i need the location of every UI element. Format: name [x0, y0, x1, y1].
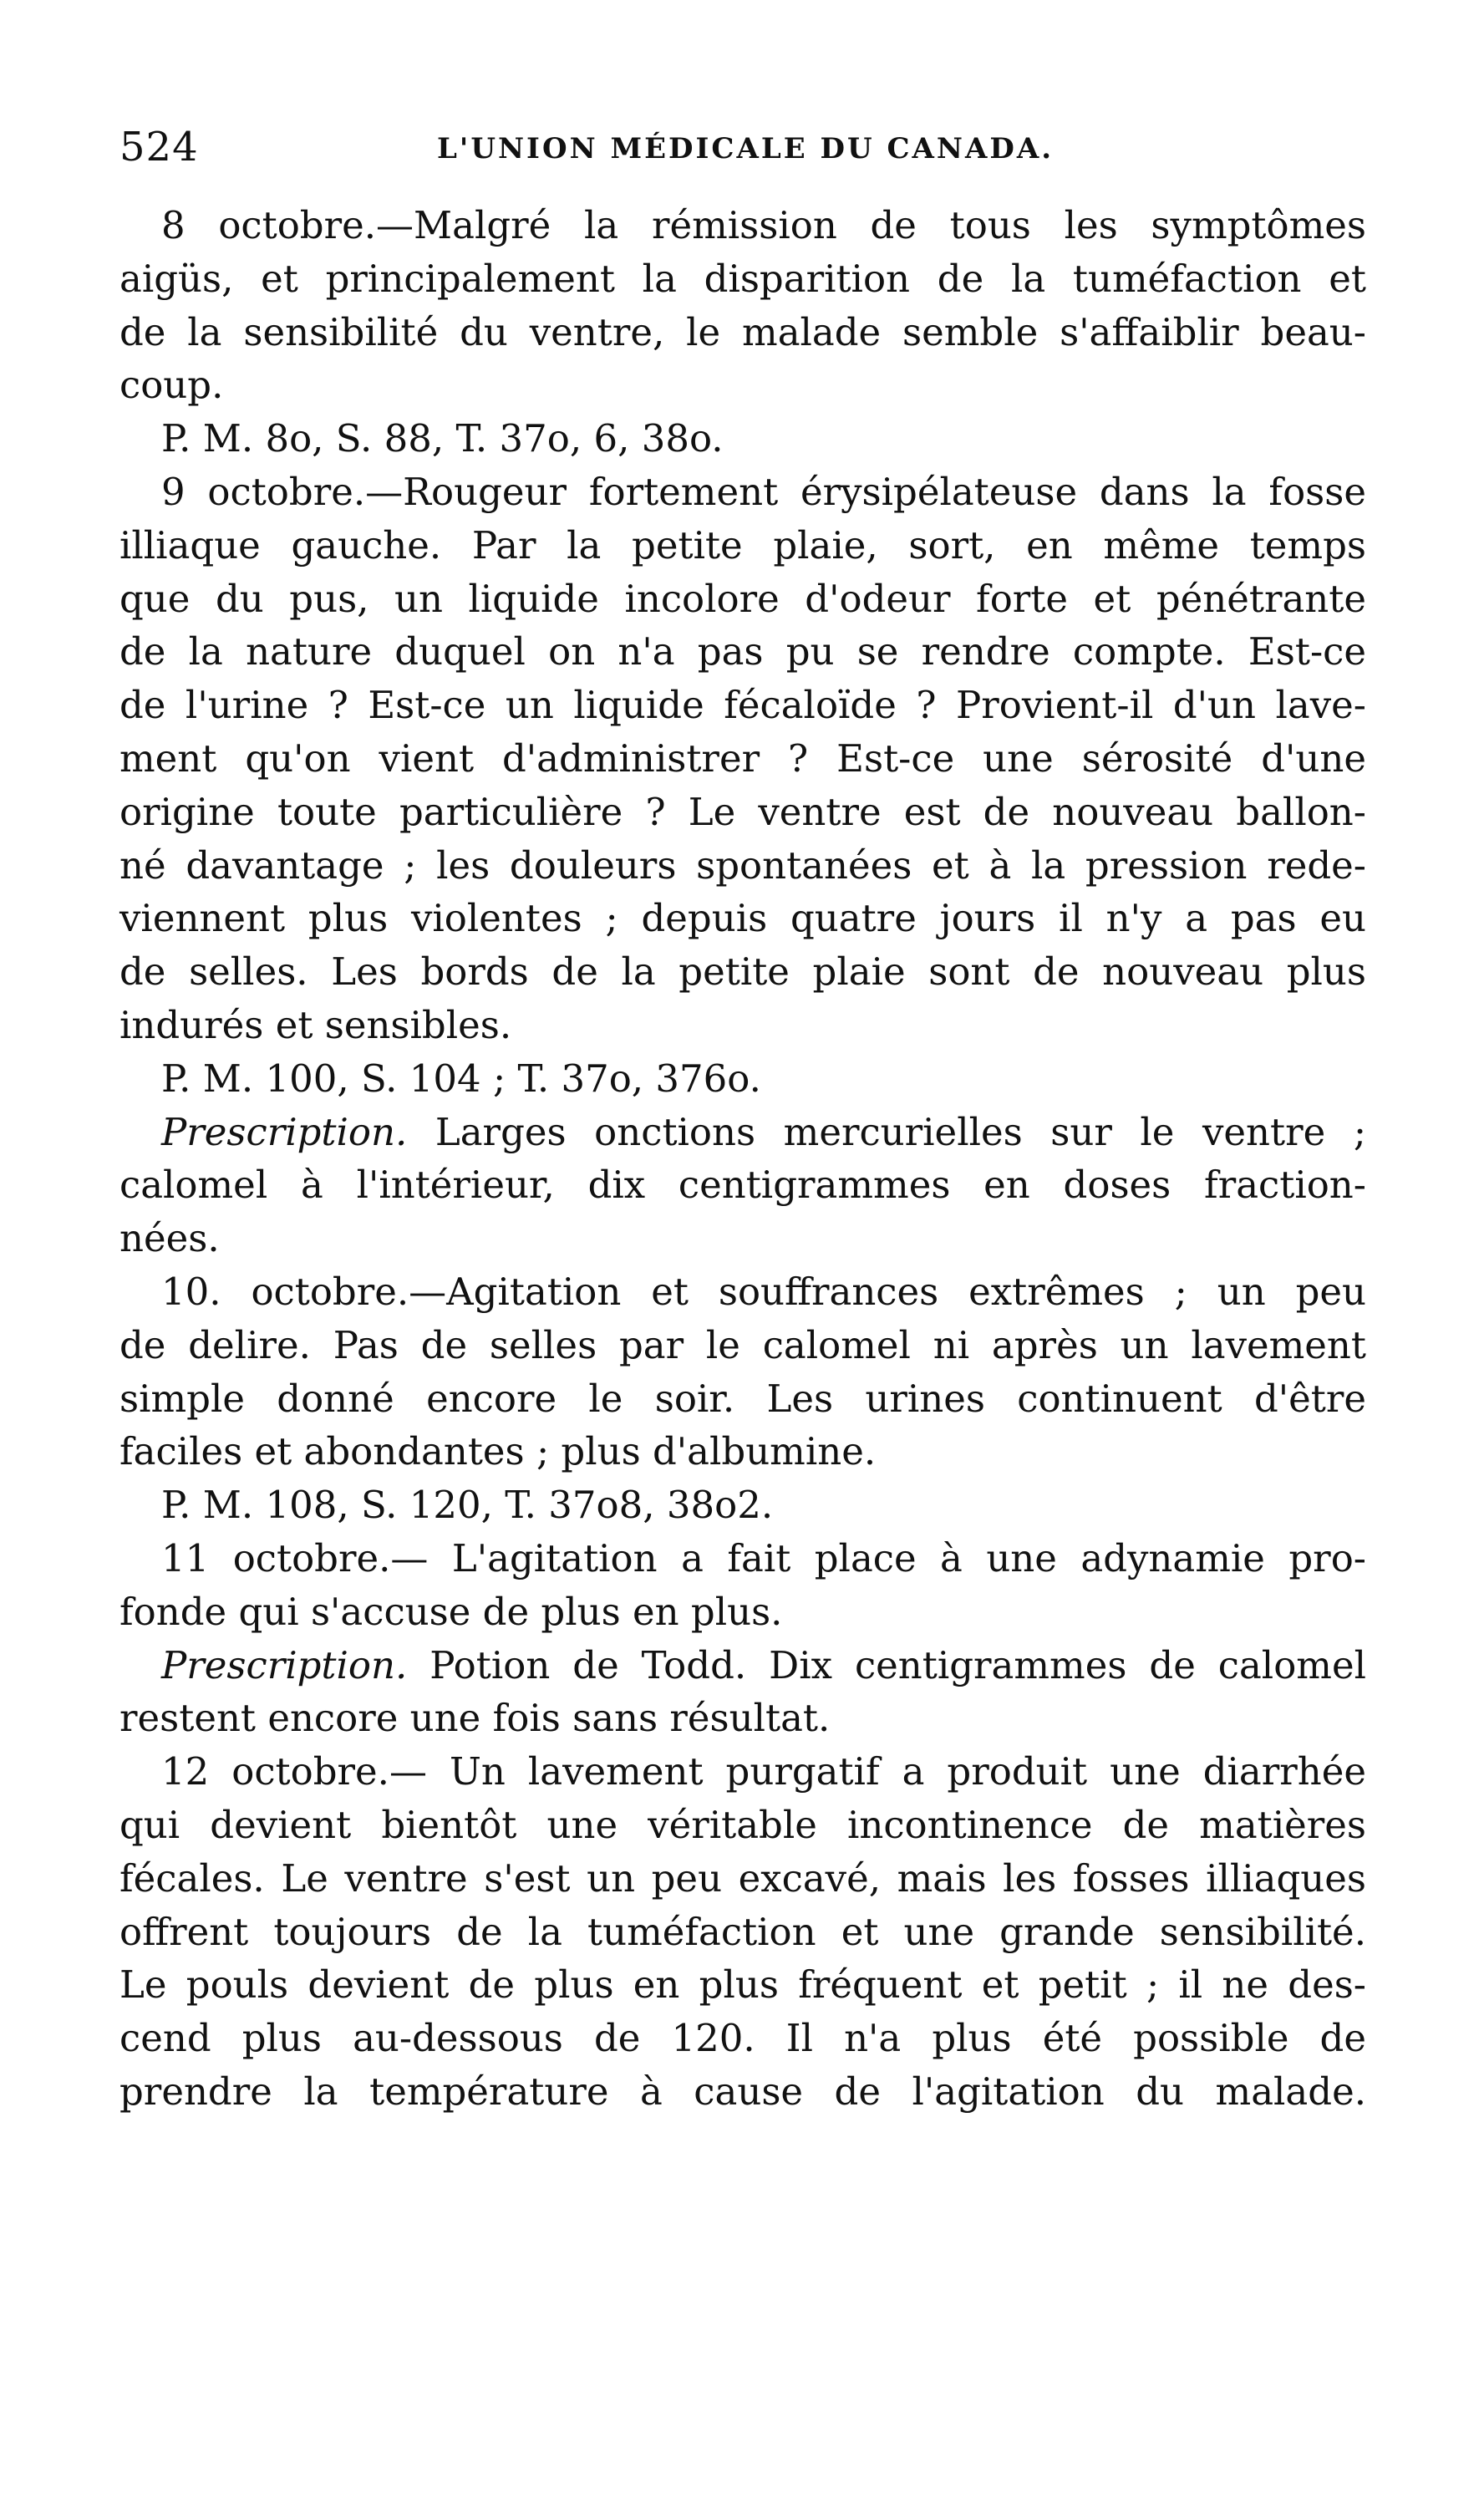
- text-line: Le pouls devient de plus en plus fréquent et petit ; il ne des-: [119, 1962, 1366, 2008]
- text-line: P. M. 100, S. 104 ; T. 37o, 376o.: [161, 1056, 761, 1101]
- text-line: faciles et abondantes ; plus d'albumine.: [119, 1429, 877, 1474]
- text-line: de la sensibilité du ventre, le malade semble s'affaiblir beau-: [119, 309, 1366, 354]
- text-line: cend plus au-dessous de 120. Il n'a plus été possible de: [119, 2016, 1366, 2061]
- text-line: nées.: [119, 1216, 220, 1261]
- text-line: que du pus, un liquide incolore d'odeur forte et pénétrante: [119, 576, 1366, 621]
- paragraph-oct-9: [119, 466, 1366, 1052]
- text-line: P. M. 8o, S. 88, T. 37o, 6, 38o.: [161, 416, 724, 461]
- text-line: 10. octobre.—Agitation et souffrances extrêmes ; un peu: [161, 1269, 1366, 1314]
- text-line: restent encore une fois sans résultat.: [119, 1696, 831, 1741]
- article-body: [119, 199, 1366, 2119]
- text-line: calomel à l'intérieur, dix centigrammes en doses fraction-: [119, 1163, 1366, 1208]
- text-line: [119, 1106, 1366, 1159]
- paragraph-oct-10: [119, 1265, 1366, 1478]
- prescription-oct-11: [119, 1639, 1366, 1746]
- text-line: né davantage ; les douleurs spontanées et à la pression rede-: [119, 842, 1366, 888]
- text-line: viennent plus violentes ; depuis quatre jours il n'y a pas eu: [119, 896, 1366, 941]
- text-line: 12 octobre.— Un lavement purgatif a produit une diarrhée: [161, 1749, 1366, 1794]
- text-line: de l'urine ? Est-ce un liquide fécaloïde ? Provient-il d'un lave-: [119, 683, 1366, 728]
- prescription-oct-9: [119, 1106, 1366, 1265]
- vitals-oct-9: [119, 1052, 1366, 1106]
- prescription-label: Prescription.: [161, 1642, 408, 1687]
- text-line: indurés et sensibles.: [119, 1002, 512, 1047]
- paragraph-oct-12: [119, 1745, 1366, 2119]
- text-line: 11 octobre.— L'agitation a fait place à une adynamie pro-: [161, 1535, 1366, 1580]
- text-line: ment qu'on vient d'administrer ? Est-ce une sérosité d'une: [119, 735, 1366, 781]
- paragraph-oct-11: [119, 1532, 1366, 1639]
- running-title: L'UNION MÉDICALE DU CANADA.: [437, 132, 1055, 165]
- page-number: 524: [119, 124, 199, 170]
- text-line: simple donné encore le soir. Les urines continuent d'être: [119, 1376, 1366, 1421]
- vitals-oct-8: [119, 412, 1366, 466]
- text-line: 8 octobre.—Malgré la rémission de tous les symptômes: [161, 203, 1366, 247]
- vitals-oct-10: [119, 1478, 1366, 1532]
- text-line: aigüs, et principalement la disparition de la tuméfaction et: [119, 256, 1366, 301]
- text-line: fonde qui s'accuse de plus en plus.: [119, 1589, 783, 1634]
- paragraph-oct-8: [119, 199, 1366, 412]
- text-line: prendre la température à cause de l'agitation du malade.: [119, 2069, 1366, 2114]
- text-line: P. M. 108, S. 120, T. 37o8, 38o2.: [161, 1483, 774, 1528]
- text-line: 9 octobre.—Rougeur fortement érysipélateuse dans la fosse: [161, 469, 1366, 514]
- text-line: de selles. Les bords de la petite plaie sont de nouveau plus: [119, 949, 1366, 995]
- text-line: [119, 1639, 1366, 1692]
- text-line: offrent toujours de la tuméfaction et une grande sensibilité.: [119, 1909, 1366, 1954]
- text-segment: Potion de Todd. Dix centigrammes de calomel: [407, 1642, 1366, 1687]
- text-line: illiaque gauche. Par la petite plaie, sort, en même temps: [119, 522, 1366, 567]
- text-line: coup.: [119, 363, 224, 408]
- running-header: [119, 124, 1366, 182]
- text-line: de delire. Pas de selles par le calomel ni après un lavement: [119, 1322, 1366, 1367]
- text-line: qui devient bientôt une véritable incontinence de matières: [119, 1802, 1366, 1847]
- text-line: origine toute particulière ? Le ventre est de nouveau ballon-: [119, 789, 1366, 834]
- text-line: fécales. Le ventre s'est un peu excavé, mais les fosses illiaques: [119, 1855, 1366, 1901]
- text-line: de la nature duquel on n'a pas pu se rendre compte. Est-ce: [119, 629, 1366, 674]
- prescription-label: Prescription.: [161, 1109, 408, 1154]
- text-segment: Larges onctions mercurielles sur le ventre ;: [407, 1109, 1366, 1154]
